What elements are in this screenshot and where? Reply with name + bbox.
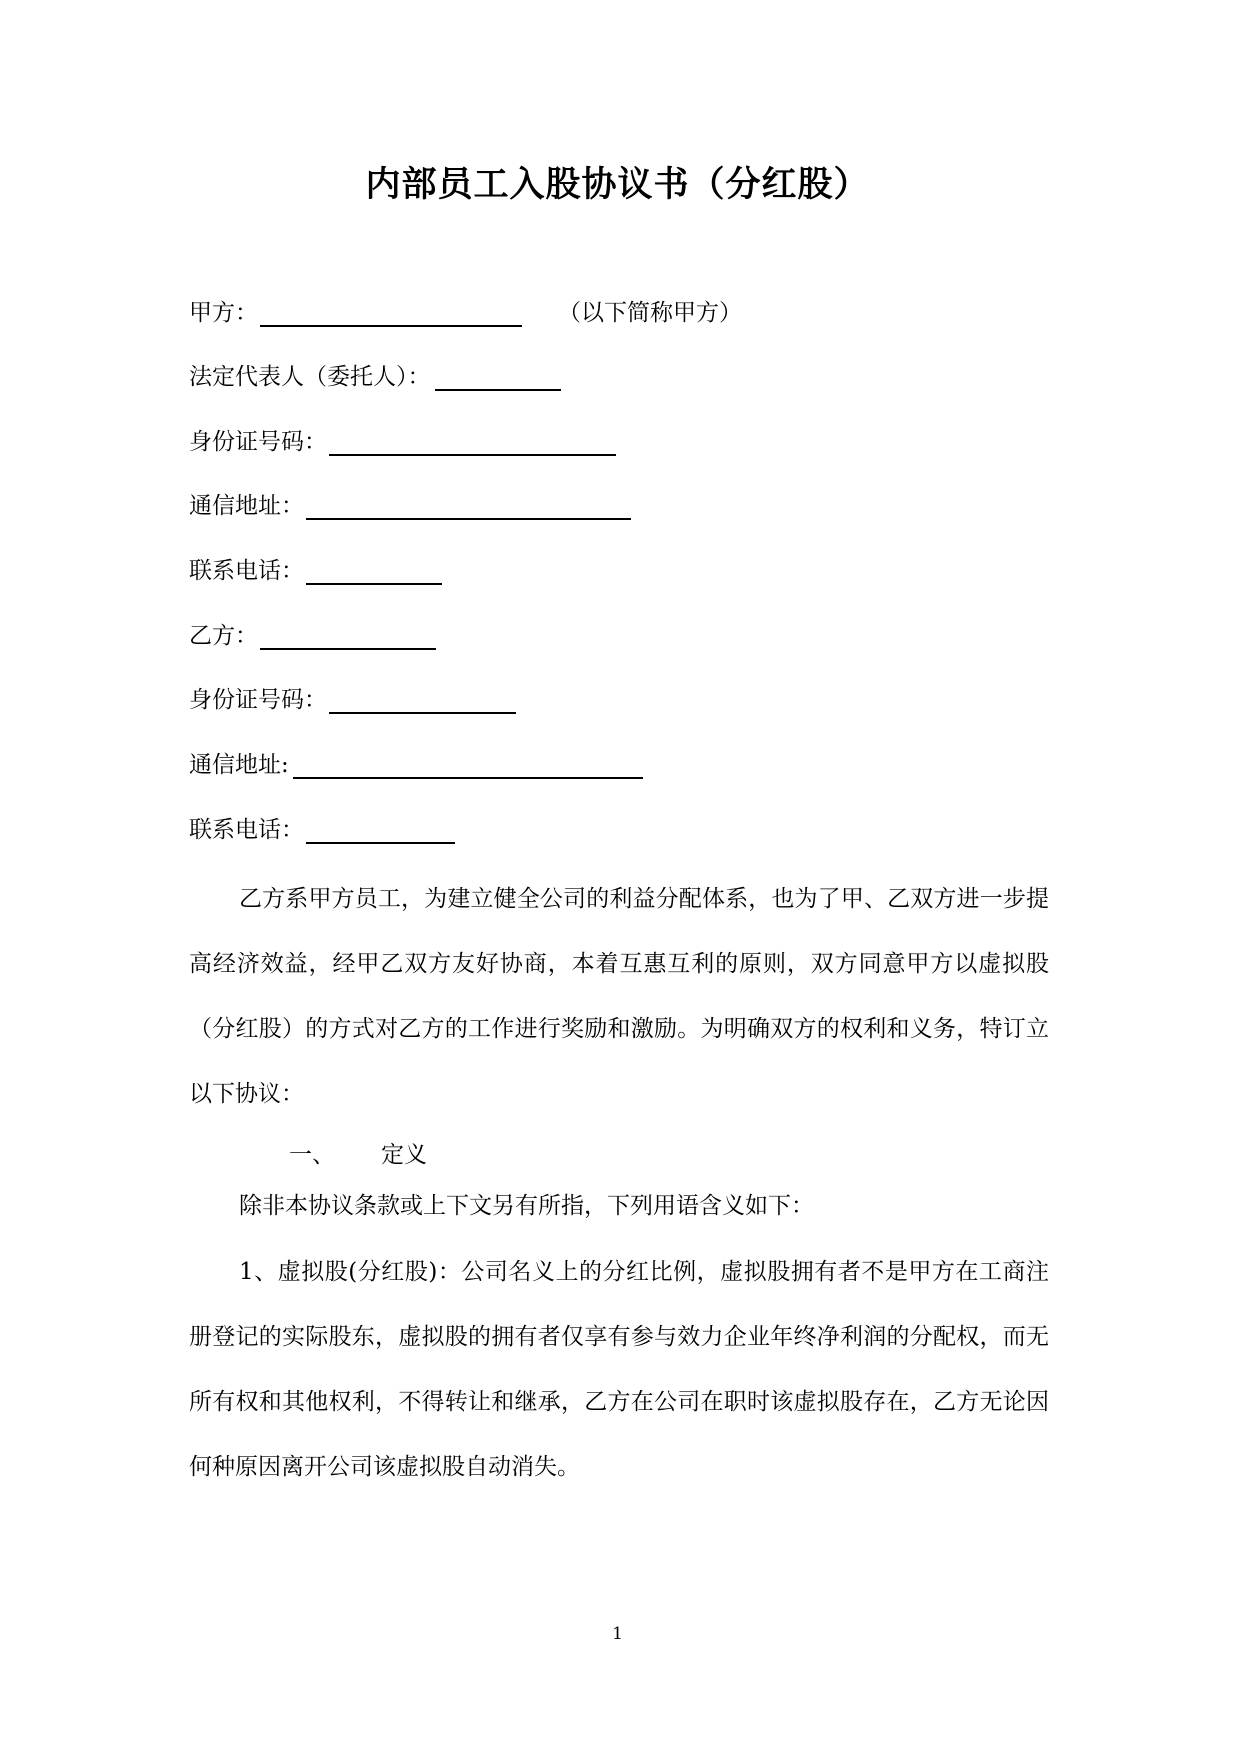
party-a-phone-label: 联系电话： (189, 558, 304, 584)
party-b-address-label: 通信地址: (189, 752, 289, 778)
definition-1-paragraph: 1、虚拟股(分红股)：公司名义上的分红比例，虚拟股拥有者不是甲方在工商注册登记的实际股东，虚拟股的拥有者仅享有参与效力企业年终净利润的分配权，而无所有权和其他权利，不得转让和继承，乙方在公司在职时该虚拟股存在，乙方无论因何种原因离开公司该虚拟股自动消失。 (189, 1259, 1049, 1480)
party-b-phone-label: 联系电话： (189, 817, 304, 843)
party-a-id-blank[interactable] (329, 425, 616, 456)
party-b-phone-field (189, 813, 455, 847)
party-a-field (189, 296, 742, 330)
party-a-id-field (189, 425, 616, 459)
party-b-label: 乙方： (189, 623, 258, 649)
party-a-suffix: （以下简称甲方） (558, 300, 742, 326)
party-b-id-field (189, 683, 516, 717)
page-number: 1 (612, 1624, 623, 1644)
party-a-address-field (189, 489, 631, 523)
party-a-label: 甲方： (189, 300, 258, 326)
section-number: 一、 (289, 1142, 335, 1168)
definitions-intro: 除非本协议条款或上下文另有所指，下列用语含义如下： (239, 1193, 814, 1219)
party-b-blank[interactable] (260, 619, 436, 650)
party-a-phone-field (189, 554, 442, 588)
party-b-id-label: 身份证号码： (189, 687, 327, 713)
party-b-phone-blank[interactable] (306, 813, 455, 844)
legal-rep-label: 法定代表人（委托人）： (189, 364, 431, 390)
section-heading-definitions (289, 1138, 427, 1172)
party-a-address-blank[interactable] (306, 489, 631, 520)
intro-paragraph: 乙方系甲方员工，为建立健全公司的利益分配体系，也为了甲、乙双方进一步提高经济效益，经甲乙双方友好协商，本着互惠互利的原则，双方同意甲方以虚拟股（分红股）的方式对乙方的工作进行奖励和激励。为明确双方的权利和义务，特订立以下协议： (189, 886, 1049, 1107)
section-title: 定义 (381, 1142, 427, 1168)
document-title: 内部员工入股协议书（分红股） (365, 164, 870, 205)
legal-rep-blank[interactable] (435, 360, 561, 391)
party-a-blank[interactable] (260, 296, 522, 327)
party-a-address-label: 通信地址： (189, 493, 304, 519)
legal-rep-field (189, 360, 561, 394)
party-a-id-label: 身份证号码： (189, 429, 327, 455)
party-a-phone-blank[interactable] (306, 554, 442, 585)
party-b-address-blank[interactable] (293, 748, 643, 779)
party-b-field (189, 619, 436, 653)
party-b-id-blank[interactable] (329, 683, 516, 714)
party-b-address-field (189, 748, 643, 782)
